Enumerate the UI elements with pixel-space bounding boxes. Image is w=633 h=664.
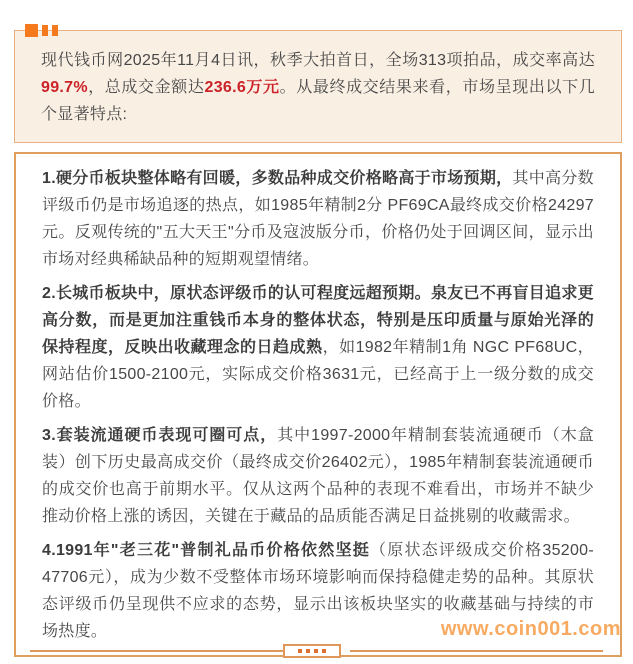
paragraph-3-body: 其中1997-2000年精制套装流通硬币（木盒装）创下历史最高成交价（最终成交价26402元），1985年精制套装流通硬币的成交价也高于前期水平。仅从这两个品种的表现不难看出，市场并不缺少推动价格上涨的诱因，关键在于藏品的品质能否满足日益挑剔的收藏需求。 bbox=[42, 427, 594, 525]
paragraph-1-lead: 1.硬分币板块整体略有回暖，多数品种成交价格略高于市场预期， bbox=[42, 170, 513, 187]
orange-bar-icon bbox=[42, 25, 48, 36]
divider-square-icon bbox=[314, 649, 318, 653]
paragraph-4-body: （原状态评级成交价格35200-47706元），成为少数不受整体市场环境影响而保持稳健走势的品种。其原状态评级币仍呈现供不应求的态势，显示出该板块坚实的收藏基础与持续的市场热度。 bbox=[42, 542, 595, 640]
paragraph-4-lead: 4.1991年"老三花"普制礼品币价格依然坚挺 bbox=[42, 542, 370, 559]
highlight-total-amount: 236.6万元 bbox=[204, 79, 280, 96]
paragraph-3 bbox=[42, 422, 594, 530]
watermark-url: www.coin001.com bbox=[440, 618, 621, 640]
bottom-divider bbox=[30, 643, 603, 658]
divider-squares-badge bbox=[283, 644, 341, 658]
intro-paragraph bbox=[41, 47, 595, 128]
paragraph-3-lead: 3.套装流通硬币表现可圈可点， bbox=[42, 427, 278, 444]
divider-square-icon bbox=[298, 649, 302, 653]
paragraph-2-body: ，如1982年精制1角 NGC PF68UC，网站估价1500-2100元，实际成交价格3631元，已经高于上一级分数的成交价格。 bbox=[42, 339, 594, 410]
paragraph-2 bbox=[42, 280, 594, 415]
paragraph-1-body: 其中高分数评级币仍是市场追逐的热点，如1985年精制2分 PF69CA最终成交价格24297元。反观传统的"五大天王"分币及寇波版分币，价格仍处于回调区间，显示出市场对经典稀缺品种的短期观望情绪。 bbox=[42, 170, 594, 268]
intro-text-segment: ，总成交金额达 bbox=[87, 79, 205, 96]
orange-bar-icon bbox=[52, 25, 58, 36]
intro-box bbox=[14, 30, 622, 143]
divider-square-icon bbox=[306, 649, 310, 653]
divider-square-icon bbox=[322, 649, 326, 653]
main-content-box bbox=[14, 152, 622, 657]
orange-blocks-icon bbox=[25, 23, 58, 37]
divider-line-left bbox=[30, 650, 283, 652]
intro-text-segment: 。从最终成交结果来看，市场呈现出以下几个显著特点: bbox=[41, 79, 596, 123]
paragraph-2-lead: 2.长城币板块中，原状态评级币的认可程度远超预期。泉友已不再盲目追求更高分数，而是更加注重钱币本身的整体状态，特别是压印质量与原始光泽的保持程度，反映出收藏理念的日趋成熟 bbox=[42, 285, 594, 356]
paragraph-1 bbox=[42, 165, 594, 273]
intro-text-segment: 现代钱币网2025年11月4日讯，秋季大拍首日，全场313项拍品，成交率高达 bbox=[41, 52, 595, 69]
divider-line-right bbox=[350, 650, 603, 652]
highlight-success-rate: 99.7% bbox=[41, 79, 88, 96]
orange-square-icon bbox=[25, 24, 38, 37]
